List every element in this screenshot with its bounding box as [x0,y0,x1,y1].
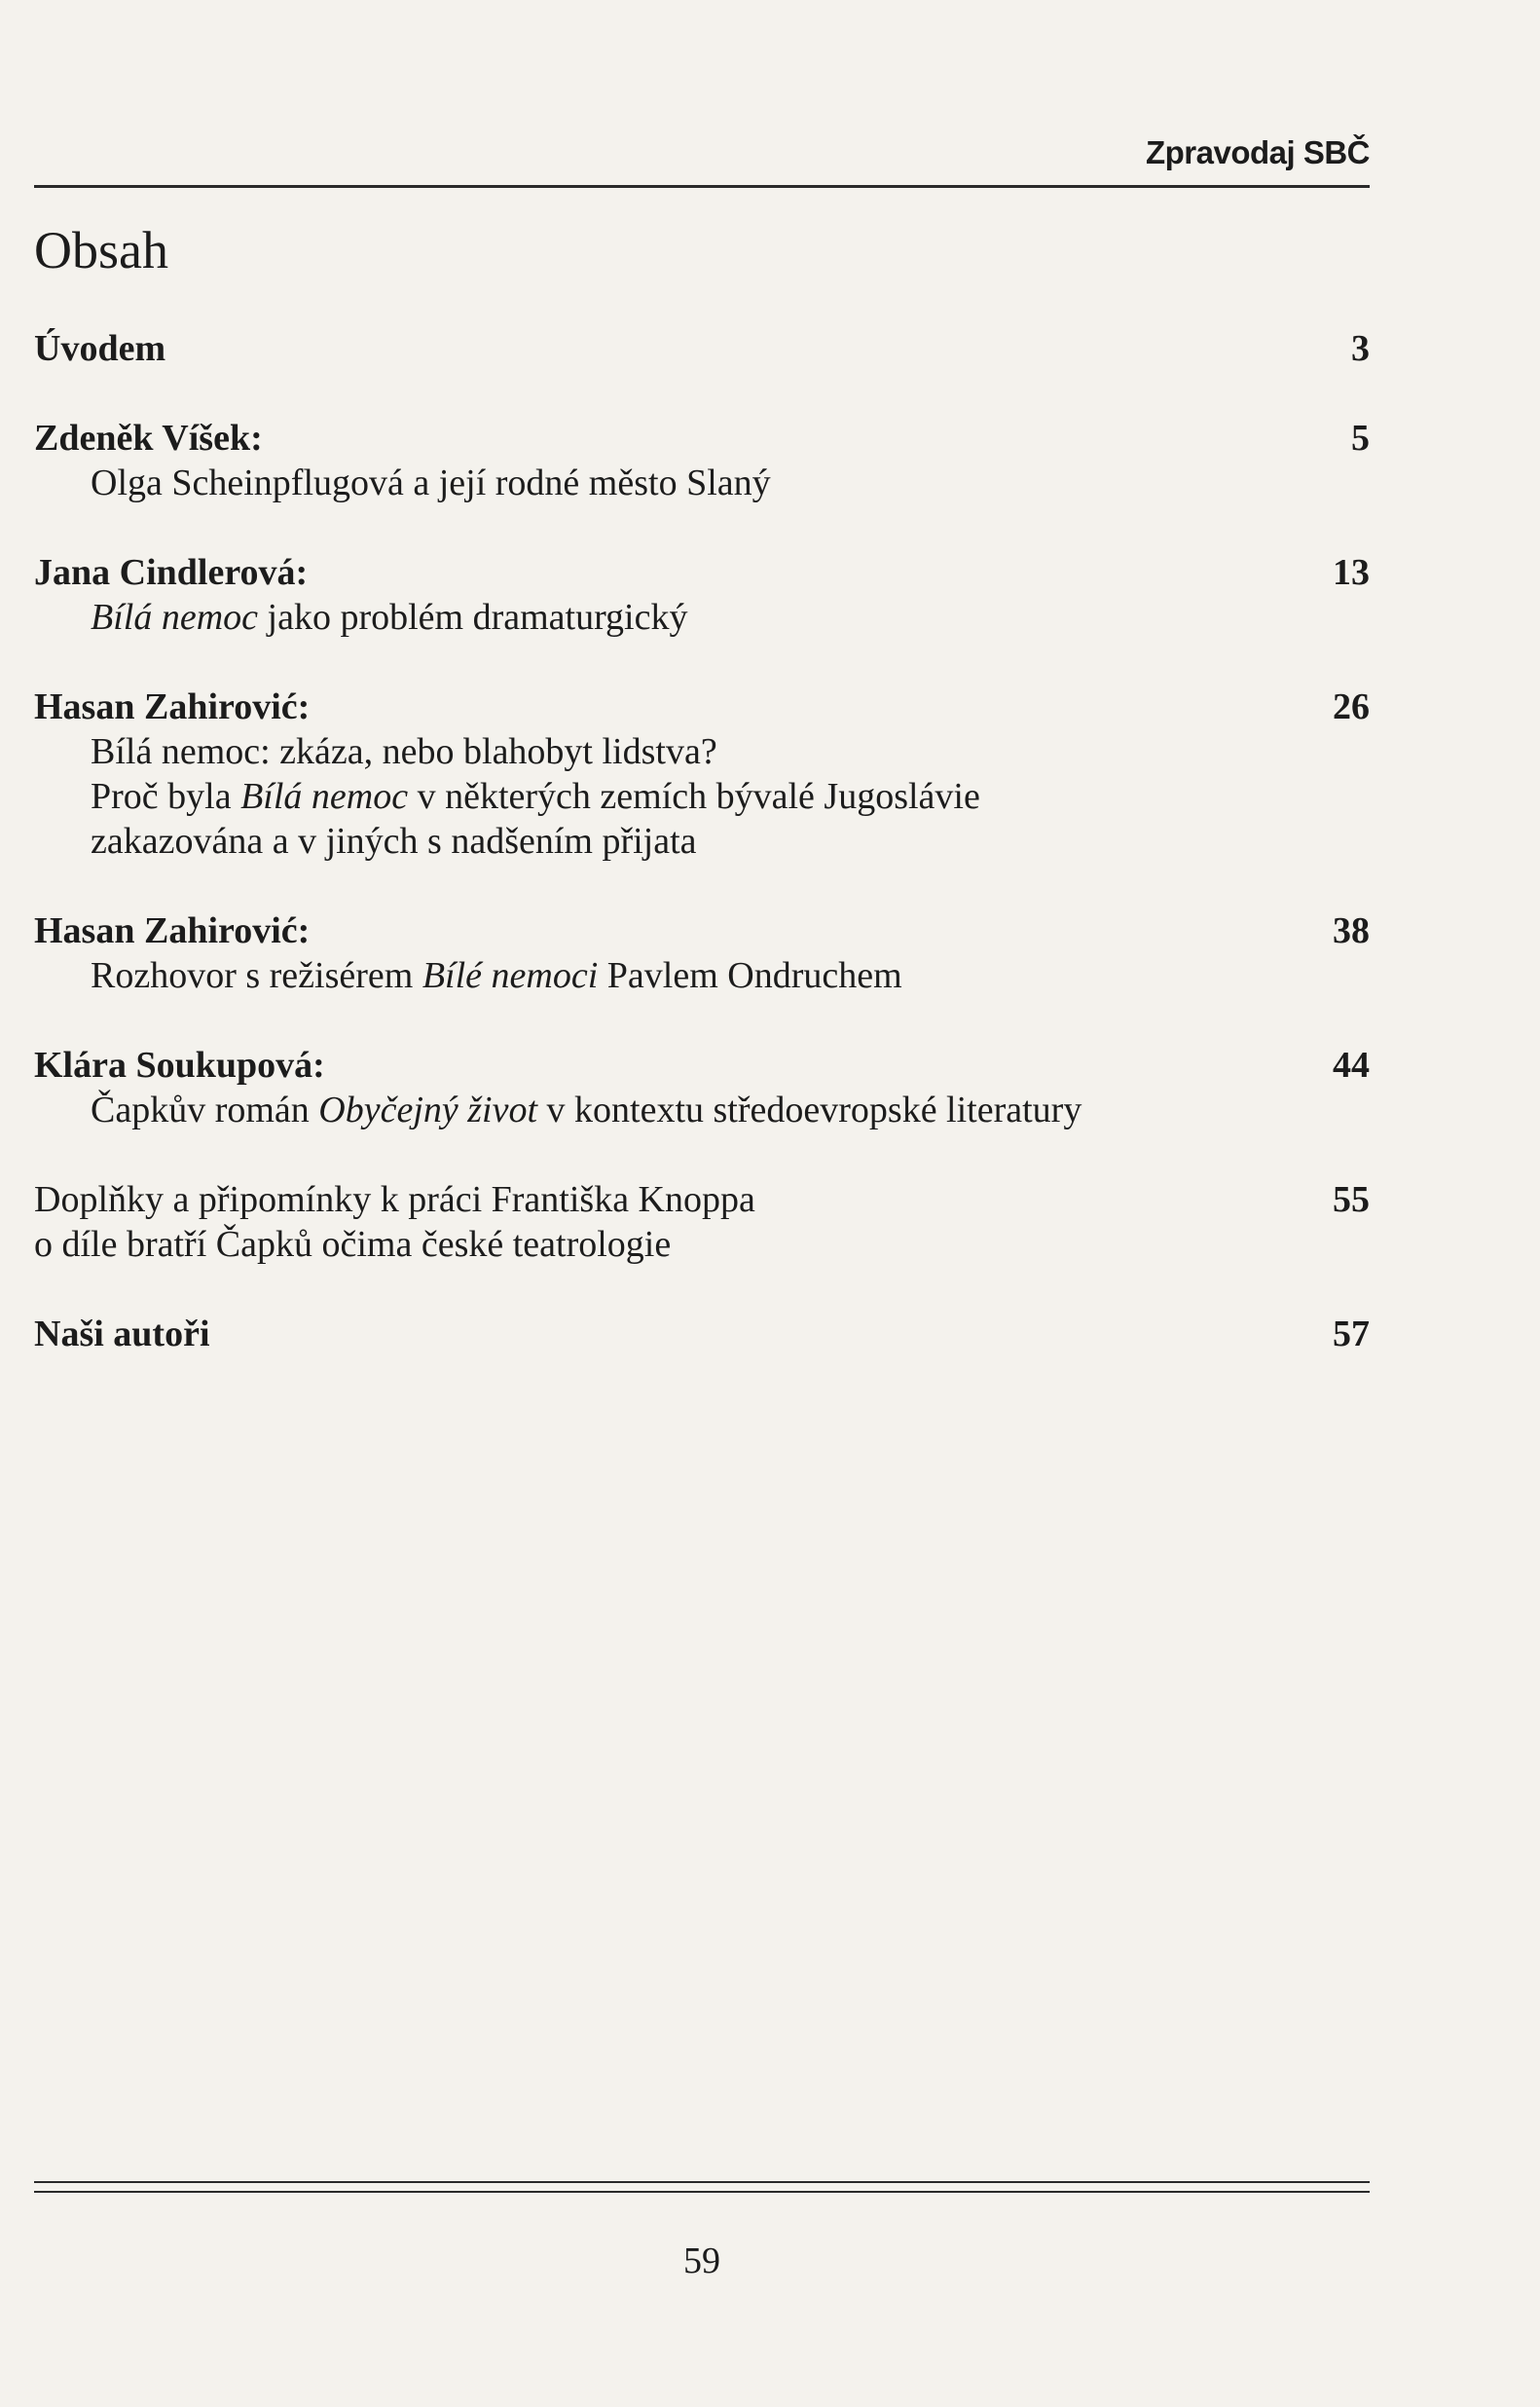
header-rule [34,185,1370,188]
toc-page-number: 57 [1333,1314,1370,1354]
toc-list [34,326,1370,1401]
toc-entry-head [34,685,1370,729]
toc-entry [34,1177,1370,1267]
toc-entry-head [34,416,1370,461]
subtitle-text: Čapkův román [91,1090,319,1130]
italic-title: Bílá nemoc [91,597,259,638]
toc-entry-subtitle [34,774,1370,819]
toc-entry-title: Naši autoři [34,1314,210,1354]
italic-title: Bílé nemoci [422,955,599,996]
toc-entry-subtitle [34,1088,1370,1132]
toc-page-number: 26 [1333,686,1370,727]
italic-title: Bílá nemoc [240,776,409,817]
toc-entry [34,1043,1370,1132]
toc-page-number: 44 [1333,1045,1370,1086]
toc-entry [34,416,1370,505]
toc-entry [34,908,1370,998]
toc-entry-author: Zdeněk Víšek: [34,418,263,459]
subtitle-text: v kontextu středoevropské literatury [537,1090,1082,1130]
toc-entry [34,685,1370,864]
toc-entry-head [34,1312,1370,1356]
toc-page-number: 55 [1333,1179,1370,1220]
subtitle-text: jako problém dramaturgický [258,597,688,638]
footer-rule [34,2191,1370,2193]
toc-entry-subtitle: zakazována a v jiných s nadšením přijata [91,821,697,862]
toc-entry-author: Hasan Zahirović: [34,686,311,727]
toc-entry-author: Jana Cindlerová: [34,552,309,593]
toc-entry-author: Hasan Zahirović: [34,910,311,951]
toc-page-number: 5 [1351,418,1370,459]
subtitle-text: Rozhovor s režisérem [91,955,422,996]
toc-entry-subtitle [34,595,1370,640]
toc-entry-head [34,326,1370,371]
toc-entry-title: Doplňky a připomínky k práci Františka Knoppa [34,1179,755,1220]
italic-title: Obyčejný život [318,1090,538,1130]
subtitle-text: Pavlem Ondruchem [598,955,902,996]
page-number: 59 [683,2240,720,2281]
toc-entry-author: Klára Soukupová: [34,1045,325,1086]
toc-entry-head [34,1043,1370,1088]
toc-entry [34,326,1370,371]
toc-entry-subtitle [34,953,1370,998]
toc-entry-head [34,908,1370,953]
toc-entry-subtitle: Bílá nemoc: zkáza, nebo blahobyt lidstva? [91,731,717,772]
subtitle-text: v některých zemích bývalé Jugoslávie [408,776,980,817]
running-header: Zpravodaj SBČ [1145,134,1370,170]
toc-page-number: 38 [1333,910,1370,951]
toc-entry-head [34,550,1370,595]
toc-entry [34,1312,1370,1356]
footer-rule [34,2181,1370,2183]
toc-entry-title: Úvodem [34,328,166,369]
toc-page-number: 13 [1333,552,1370,593]
toc-entry-subtitle: o díle bratří Čapků očima české teatrologie [34,1224,672,1265]
toc-entry [34,550,1370,640]
toc-page-number: 3 [1351,328,1370,369]
toc-entry-subtitle: Olga Scheinpflugová a její rodné město Slaný [91,463,771,503]
subtitle-text: Proč byla [91,776,241,817]
toc-entry-head [34,1177,1370,1222]
toc-title: Obsah [34,221,168,279]
